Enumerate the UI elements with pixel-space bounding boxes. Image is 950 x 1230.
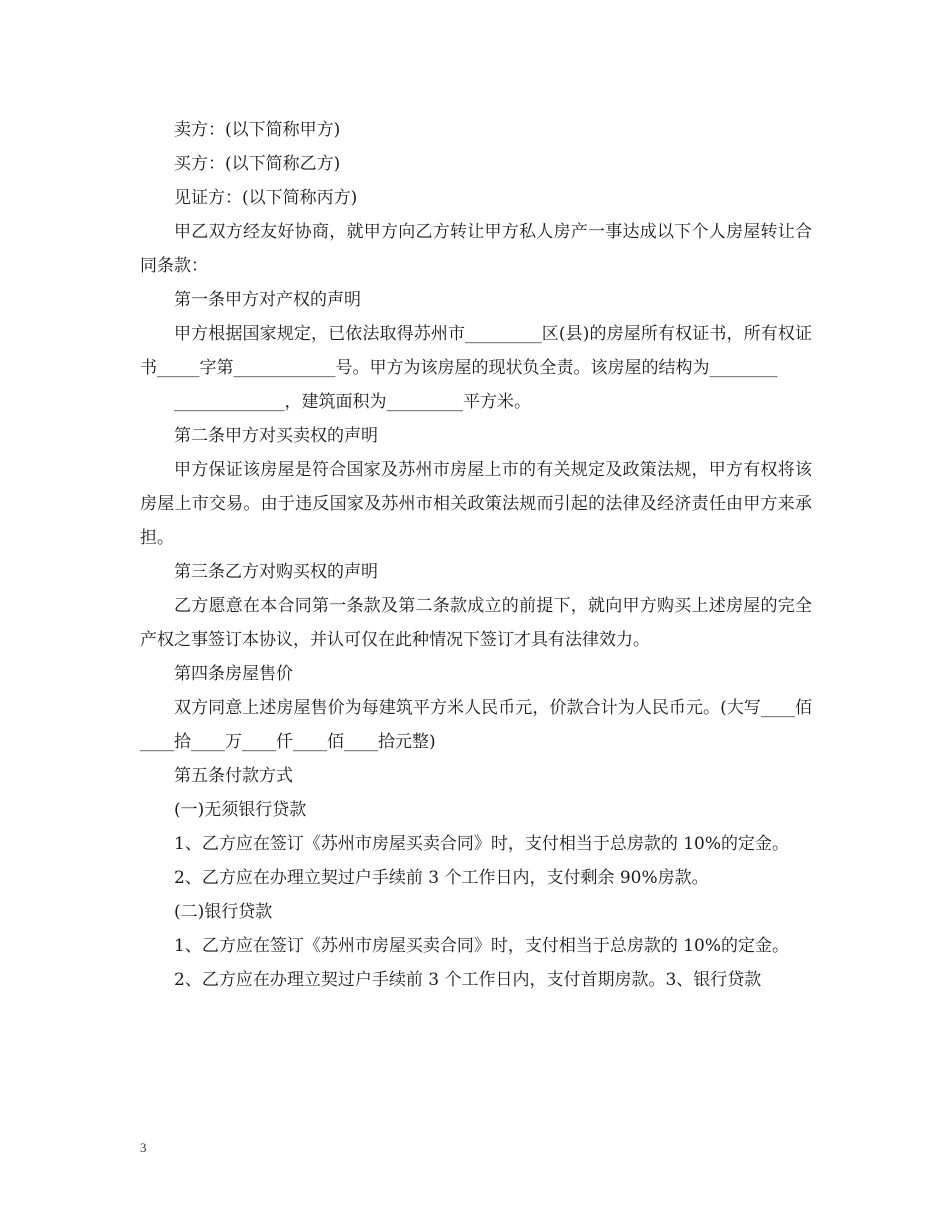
- clause-4-body: 双方同意上述房屋售价为每建筑平方米人民币元，价款合计为人民币元。(大写____佰____拾____万____仟____佰____拾元整): [140, 698, 812, 752]
- paragraph-buyer: 买方：(以下简称乙方): [174, 154, 341, 174]
- clause-1-body: 甲方根据国家规定，已依法取得苏州市_________区(县)的房屋所有权证书，所有权证书_____字第____________号。甲方为该房屋的现状负全责。该房屋的结构为________: [140, 324, 812, 378]
- clause-5-sub-1-item-1: 1、乙方应在签订《苏州市房屋买卖合同》时，支付相当于总房款的 10%的定金。: [174, 834, 790, 854]
- paragraph-witness: 见证方：(以下简称丙方): [174, 188, 358, 208]
- paragraph-intro: 甲乙双方经友好协商，就甲方向乙方转让甲方私人房产一事达成以下个人房屋转让合同条款：: [140, 222, 812, 276]
- page-number: 3: [140, 1140, 147, 1155]
- clause-1-body-cont: _____________，建筑面积为_________平方米。: [174, 392, 531, 412]
- clause-2-body: 甲方保证该房屋是符合国家及苏州市房屋上市的有关规定及政策法规，甲方有权将该房屋上市交易。由于违反国家及苏州市相关政策法规而引起的法律及经济责任由甲方来承担。: [140, 460, 812, 548]
- clause-5-sub-2-item-2: 2、乙方应在办理立契过户手续前 3 个工作日内，支付首期房款。3、银行贷款: [174, 970, 762, 990]
- clause-5-sub-2-heading: (二)银行贷款: [174, 902, 273, 922]
- document-body: [140, 113, 812, 997]
- paragraph-seller: 卖方：(以下简称甲方): [174, 120, 341, 140]
- clause-3-body: 乙方愿意在本合同第一条款及第二条款成立的前提下，就向甲方购买上述房屋的完全产权之事签订本协议，并认可仅在此种情况下签订才具有法律效力。: [140, 596, 812, 650]
- clause-5-sub-1-heading: (一)无须银行贷款: [174, 800, 307, 820]
- clause-5-heading: 第五条付款方式: [174, 766, 293, 786]
- clause-3-heading: 第三条乙方对购买权的声明: [174, 562, 378, 582]
- clause-4-heading: 第四条房屋售价: [174, 664, 293, 684]
- clause-1-heading: 第一条甲方对产权的声明: [174, 290, 361, 310]
- clause-5-sub-2-item-1: 1、乙方应在签订《苏州市房屋买卖合同》时，支付相当于总房款的 10%的定金。: [174, 936, 790, 956]
- clause-5-sub-1-item-2: 2、乙方应在办理立契过户手续前 3 个工作日内，支付剩余 90%房款。: [174, 868, 709, 888]
- clause-2-heading: 第二条甲方对买卖权的声明: [174, 426, 378, 446]
